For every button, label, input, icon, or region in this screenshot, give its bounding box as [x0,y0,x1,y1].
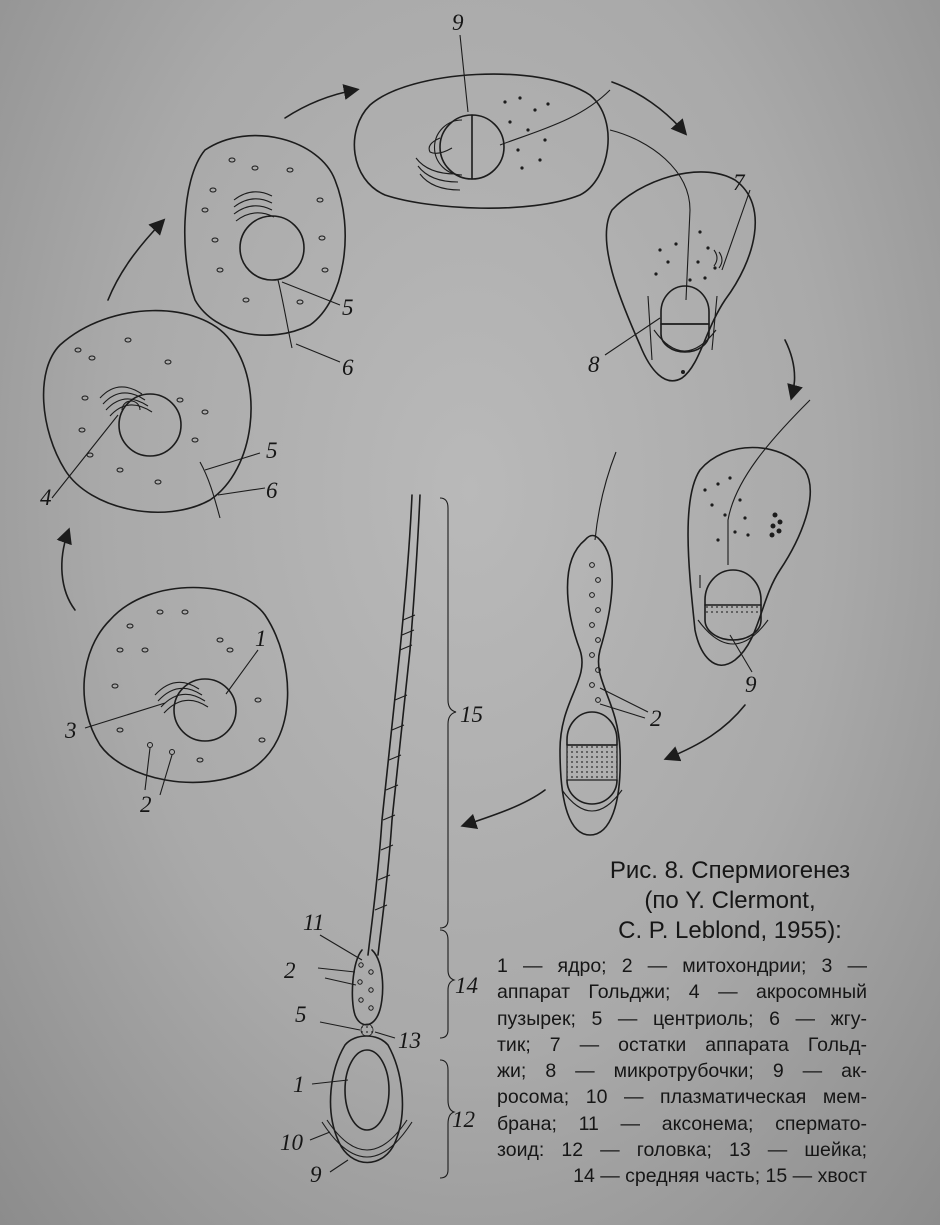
stage-5-cell [588,130,755,381]
label-14: 14 [455,973,478,998]
label-8: 8 [588,352,600,377]
stage-7-cell [560,452,662,835]
label-2c: 2 [284,958,296,983]
legend-line: тик; 7 — остатки аппарата Гольд- [497,1033,867,1056]
label-15: 15 [460,702,483,727]
label-7: 7 [733,170,745,195]
label-2b: 2 [650,706,662,731]
caption-title-line: C. P. Leblond, 1955): [618,917,842,944]
legend-line: брана; 11 — аксонема; спермато- [497,1112,867,1135]
label-1c: 1 [293,1072,305,1097]
stage-1-cell [64,588,288,818]
label-9c: 9 [310,1162,322,1187]
legend-line: аппарат Гольджи; 4 — акросомный [497,981,867,1004]
legend-line: 14 — средняя часть; 15 — хвост [573,1165,867,1188]
legend-line: росома; 10 — плазматическая мем- [497,1086,867,1109]
legend-line: жи; 8 — микротрубочки; 9 — ак- [497,1060,867,1083]
label-13: 13 [398,1028,421,1053]
label-12: 12 [452,1107,475,1132]
stage-3-cell [185,136,354,380]
legend-line: пузырек; 5 — центриоль; 6 — жгу- [497,1007,867,1030]
sequence-arrows [62,82,795,825]
spermatozoon [280,495,483,1187]
label-5a: 5 [266,438,278,463]
label-6a: 6 [266,478,278,503]
stage-4-cell [354,10,610,208]
label-5c: 5 [295,1002,307,1027]
label-1a: 1 [255,626,267,651]
stage-2-cell [40,311,278,518]
label-11: 11 [303,910,325,935]
label-9a: 9 [452,10,464,35]
legend-line: зоид: 12 — головка; 13 — шейка; [497,1139,867,1162]
label-3: 3 [65,718,77,743]
caption-title-line: Рис. 8. Спермиогенез [609,857,851,884]
label-9b: 9 [745,672,757,697]
label-10: 10 [280,1130,303,1155]
legend-line: 1 — ядро; 2 — митохондрии; 3 — [497,955,867,977]
figure-caption-title [560,856,900,946]
stage-6-cell [688,400,810,697]
label-2a: 2 [140,792,152,817]
caption-title-line: (по Y. Clermont, [644,887,816,914]
label-4: 4 [40,485,52,510]
label-6b: 6 [342,355,354,380]
figure-legend [497,953,867,1190]
label-5b: 5 [342,295,354,320]
